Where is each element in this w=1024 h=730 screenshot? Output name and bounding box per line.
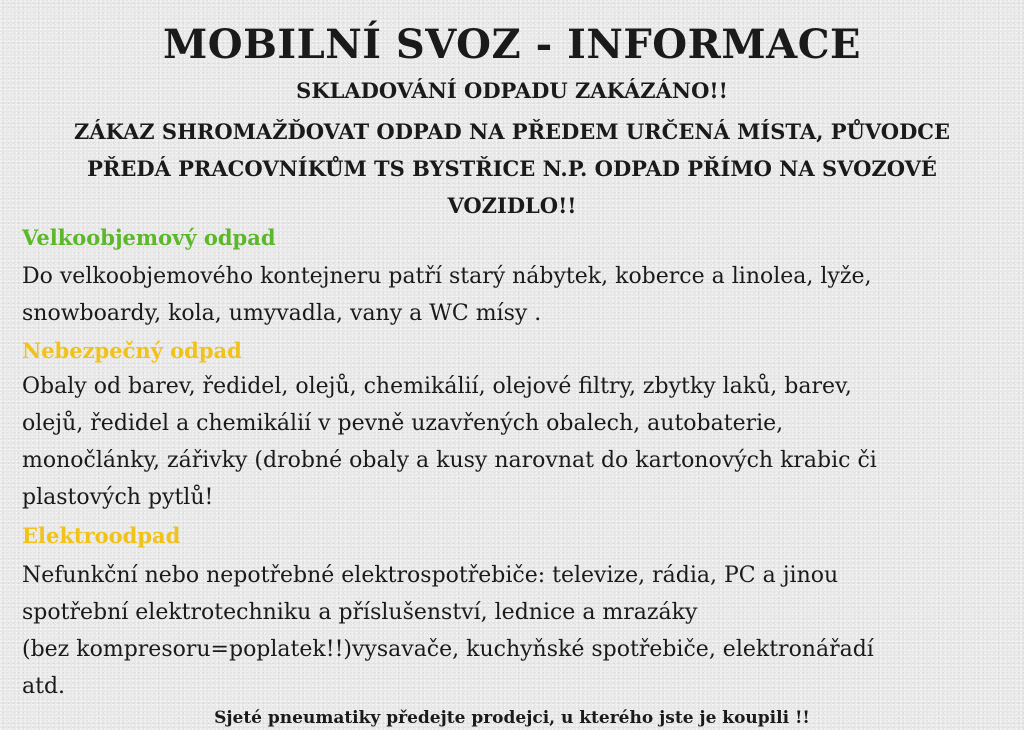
collection-rules-notice: ZÁKAZ SHROMAŽĎOVAT ODPAD NA PŘEDEM URČENÁ MÍSTA, PŮVODCE PŘEDÁ PRACOVNÍKŮM TS BYSTŘICE N.P. ODPAD PŘÍMO NA SVOZOVÉ VOZIDLO!! (73, 119, 951, 218)
text-line: spotřební elektrotechniku a příslušenství, lednice a mrazáky (22, 600, 698, 625)
section-heading-hazardous-waste: Nebezpečný odpad (22, 338, 242, 363)
section-heading-bulky-waste: Velkoobjemový odpad (22, 225, 276, 250)
section-text-bulky-waste (22, 258, 1012, 332)
text-line: olejů, ředidel a chemikálií v pevně uzavřených obalech, autobaterie, (22, 411, 784, 436)
text-line: monočlánky, zářivky (drobné obaly a kusy narovnat do kartonových krabic či (22, 448, 877, 473)
section-heading-electronic-waste: Elektroodpad (22, 523, 181, 548)
storage-prohibited-notice: SKLADOVÁNÍ ODPADU ZAKÁZÁNO!! (296, 78, 728, 103)
text-line: (bez kompresoru=poplatek!!)vysavače, kuchyňské spotřebiče, elektronářadí (22, 637, 874, 662)
text-line: Do velkoobjemového kontejneru patří starý nábytek, koberce a linolea, lyže, (22, 264, 872, 289)
text-line: Nefunkční nebo nepotřebné elektrospotřebiče: televize, rádia, PC a jinou (22, 563, 839, 588)
page-title: MOBILNÍ SVOZ - INFORMACE (162, 21, 862, 68)
tire-return-notice: Sjeté pneumatiky předejte prodejci, u kterého jste je koupili !! (214, 708, 810, 728)
text-line: Obaly od barev, ředidel, olejů, chemikálií, olejové filtry, zbytky laků, barev, (22, 374, 852, 399)
section-text-hazardous-waste (22, 368, 1012, 516)
text-line: plastových pytlů! (22, 485, 214, 510)
text-line: snowboardy, kola, umyvadla, vany a WC mísy . (22, 301, 542, 326)
section-text-electronic-waste (22, 557, 1012, 705)
text-line: atd. (22, 674, 66, 699)
